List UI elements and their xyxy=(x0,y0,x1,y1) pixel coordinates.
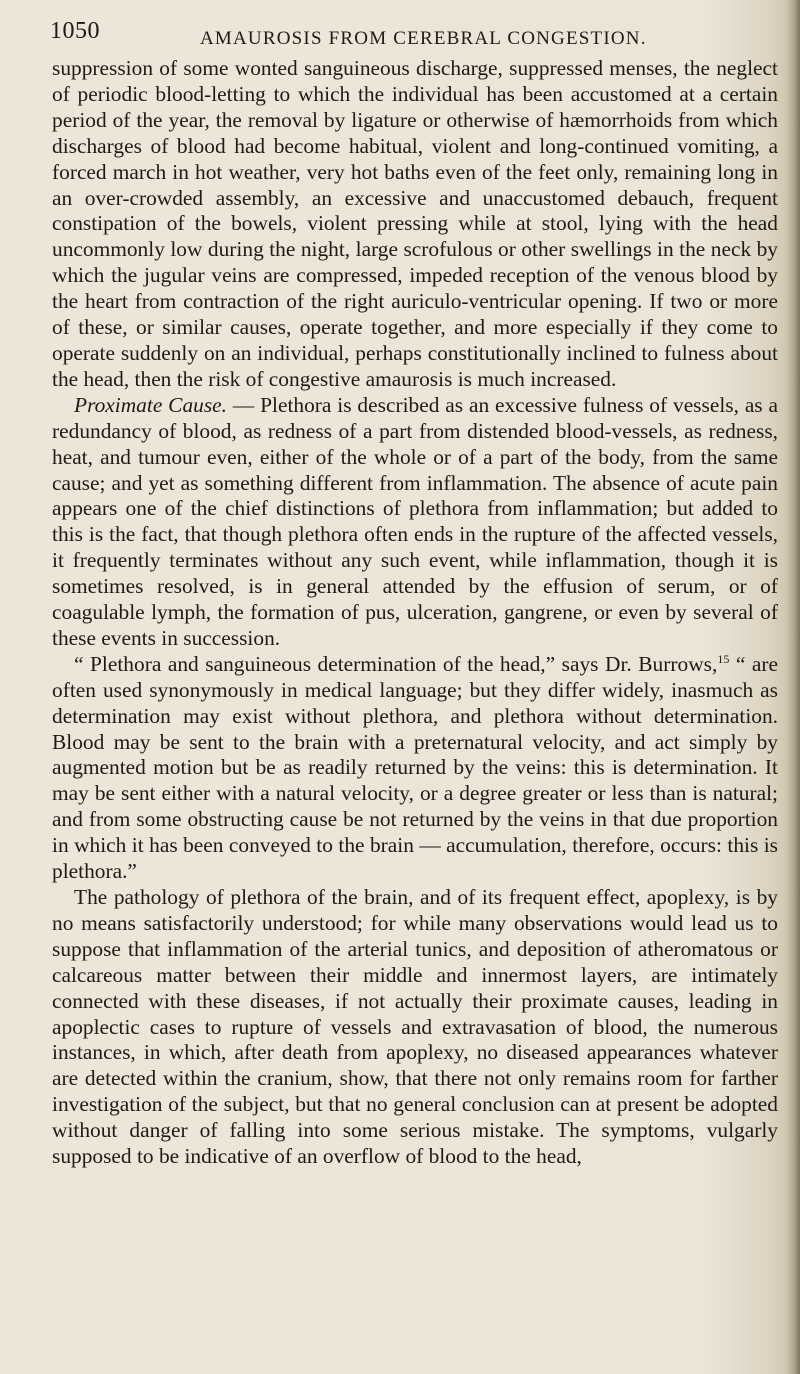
paragraph-text: — Plethora is described as an excessive fulness of vessels, as a redundancy of blood, as redness of a part from distended blood-vessels, as redness, heat, and tumour even, either of the whole or of a part of the body, from the same cause; and yet as something different from inflammation. The absence of acute pain appears one of the chief distinctions of plethora from inflammation; but added to this is the fact, that though plethora often ends in the rupture of the affected vessels, it frequently terminates without any such event, while inflammation, though it is sometimes resolved, is in general attended by the effusion of serum, or of coagulable lymph, the formation of pus, ulceration, gangrene, or even by several of these events in succession. xyxy=(52,392,778,650)
page-body xyxy=(52,56,778,1170)
running-head: AMAUROSIS FROM CEREBRAL CONGESTION. xyxy=(200,28,647,49)
paragraph-continued xyxy=(52,56,778,393)
paragraph-text: “ Plethora and sanguineous determination of the head,” says Dr. Burrows, xyxy=(74,651,718,676)
paragraph-pathology xyxy=(52,885,778,1170)
page-header xyxy=(52,14,778,54)
paragraph-quotation xyxy=(52,652,778,885)
footnote-reference: 15 xyxy=(717,651,730,666)
page-edge-shadow xyxy=(786,0,800,1374)
paragraph-text: The pathology of plethora of the brain, and of its frequent effect, apoplexy, is by no means satisfactorily understood; for while many observations would lead us to suppose that inflammation of the arterial tunics, and deposition of atheromatous or calcareous matter between their middle and innermost layers, are intimately connected with these diseases, if not actually their proximate causes, leading in apoplectic cases to rupture of vessels and extravasation of blood, the numerous instances, in which, after death from apoplexy, no diseased appearances whatever are detected within the cranium, show, that there not only remains room for farther investigation of the subject, but that no general conclusion can at present be adopted without danger of falling into some serious mistake. The symptoms, vulgarly supposed to be indicative of an overflow of blood to the head, xyxy=(52,885,778,1169)
page-number: 1050 xyxy=(50,18,100,44)
paragraph-text: suppression of some wonted sanguineous discharge, suppressed menses, the neglect of periodic blood-letting to which the individual has been accustomed at a certain period of the year, the removal by ligature or otherwise of hæmorrhoids from which discharges of blood had become habitual, violent and long-continued vomiting, a forced march in hot weather, very hot baths even of the feet only, remaining long in an over-crowded assembly, an excessive and unaccustomed debauch, frequent constipation of the bowels, violent pressing while at stool, lying with the head uncommonly low during the night, large scrofulous or other swellings in the neck by which the jugular veins are compressed, impeded reception of the venous blood by the heart from contraction of the right auriculo-ventricular opening. If two or more of these, or similar causes, operate together, and more especially if they come to operate suddenly on an individual, perhaps constitutionally inclined to fulness about the head, then the risk of congestive amaurosis is much increased. xyxy=(52,56,778,391)
paragraph-proximate-cause xyxy=(52,393,778,652)
section-heading: Proximate Cause. xyxy=(74,392,228,417)
paragraph-text: “ are often used synonymously in medical language; but they differ widely, inasmuch as determination may exist without plethora, and plethora without determination. Blood may be sent to the brain with a preternatural velocity, and act simply by augmented motion but be as readily returned by the veins: this is determination. It may be sent either with a natural velocity, or a degree greater or less than is natural; and from some obstructing cause be not returned by the veins in that due proportion in which it has been conveyed to the brain — accumulation, therefore, occurs: this is plethora.” xyxy=(52,651,778,884)
